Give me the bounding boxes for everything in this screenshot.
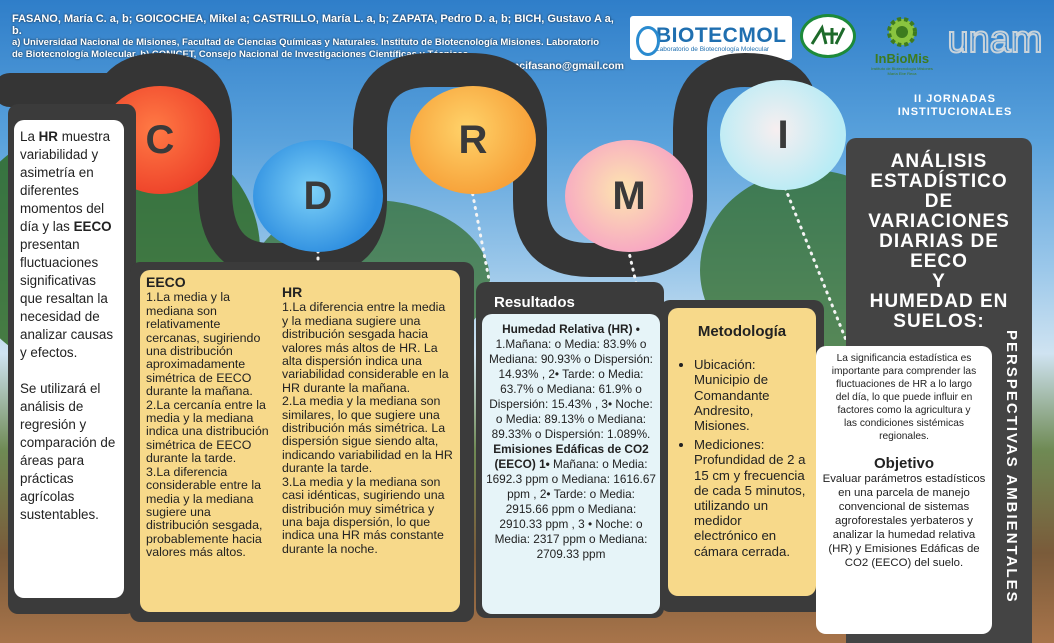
circle-letter-m: M bbox=[565, 140, 693, 252]
hr-item-2: 2.La media y la mediana son similares, lo que sugiere una distribución más simétrica. La dispersión sigue siendo alta, indicando variabilidad en la HR durante la tarde. bbox=[282, 394, 453, 476]
circle-letter-c: C bbox=[100, 86, 220, 194]
conclusion-hr-term: HR bbox=[38, 129, 58, 144]
eeco-item-1: 1.La media y la mediana son relativamente cercanas, sugiriendo una distribución aproximadamente simétrica de EECO durante la mañana. bbox=[146, 290, 261, 399]
title-line: ESTADÍSTICO bbox=[870, 171, 1008, 192]
methodology-card bbox=[668, 308, 816, 596]
eeco-results-text: Mañana: o Media: 1692.3 ppm o Mediana: 1616.67 ppm , 2• Tarde: o Media: 2915.66 ppm o Mediana: 2910.33 ppm , 3 • Noche: o Media: 2317 ppm o Mediana: 2709.33 ppm bbox=[486, 457, 656, 561]
conclusion-text-b: muestra variabilidad y asimetría en diferentes momentos del día y las bbox=[20, 129, 111, 234]
objective-heading: Objetivo bbox=[873, 455, 934, 472]
circle-letter-d: D bbox=[253, 140, 383, 252]
conclusion-text-2: Se utilizará el análisis de regresión y comparación de áreas para prácticas agrícolas sustentables. bbox=[20, 381, 116, 522]
biotecmol-logo-subtitle: Laboratorio de Biotecnología Molecular bbox=[656, 45, 770, 53]
title-line: DE bbox=[924, 191, 954, 212]
inbiomis-logo-text: InBioMis bbox=[874, 51, 930, 66]
title-line: DIARIAS DE bbox=[879, 231, 999, 252]
objective-text: Evaluar parámetros estadísticos en una parcela de manejo convencional de sistemas agroforestales yerbateros y analizar la humedad relativa (HR) y Emisiones Edáficas de CO2 (EECO) del suelo. bbox=[822, 473, 986, 569]
hr-heading: HR bbox=[282, 284, 303, 300]
eeco-item-2: 2.La cercanía entre la media y la mediana indica una distribución simétrica de EECO durante la tarde. bbox=[146, 397, 269, 466]
eeco-item-3: 3.La diferencia considerable entre la media y la mediana sugiere una distribución sesgada, probablemente hacia valores más altos. bbox=[146, 464, 263, 560]
hr-item-1: 1.La diferencia entre la media y la mediana sugiere una distribución sesgada hacia valores más altos de HR. La alta dispersión indica una variabilidad considerable en la HR durante la mañana. bbox=[282, 300, 449, 395]
title-line: SUELOS: bbox=[893, 311, 985, 332]
hr-results-text: 1.Mañana: o Media: 83.9% o Mediana: 90.93% o Dispersión: 14.93% , 2• Tarde: o Media: 63.7% o Mediana: 61.9% o Dispersión: 15.43% , 3• Noche: o Media: 89.13% o Mediana: 89.33% o Dispersión: 1.089%. bbox=[489, 337, 653, 441]
eeco-heading: EECO bbox=[146, 274, 186, 290]
affiliation-line-2: de Biotecnología Molecular. b) CONICET, Consejo Nacional de Investigaciones Científicas y Técnicas. bbox=[12, 48, 471, 60]
eeco-results-label: Emisiones Edáficas de CO2 (EECO) 1• bbox=[493, 442, 649, 471]
methodology-item-location: • Ubicación: Municipio de Comandante Andresito, Misiones. bbox=[694, 357, 808, 433]
circle-letter-r: R bbox=[410, 86, 536, 194]
conclusion-eeco-term: EECO bbox=[73, 219, 112, 234]
intro-text: La significancia estadística es importante para comprender las fluctuaciones de HR a lo largo del día, lo que puede influir en factores como la agricultura y las condiciones sistémicas regionales. bbox=[831, 353, 977, 442]
subtitle-vertical: PERSPECTIVAS AMBIENTALES bbox=[1003, 330, 1020, 604]
title-line: ANÁLISIS bbox=[890, 151, 988, 172]
authors-line: FASANO, María C. a, b; GOICOCHEA, Mikel a; CASTRILLO, María L. a, b; ZAPATA, Pedro D. a, b; BICH, Gustavo A a, b. bbox=[12, 13, 614, 37]
title-line: Y bbox=[932, 271, 946, 292]
methodology-list bbox=[676, 357, 808, 559]
hr-results-label: Humedad Relativa (HR) • bbox=[502, 322, 640, 336]
conclusion-text-a: La bbox=[20, 129, 39, 144]
event-name: II JORNADAS INSTITUCIONALES bbox=[897, 93, 1013, 118]
unam-logo-text: unam bbox=[947, 19, 1043, 61]
intro-card bbox=[816, 346, 992, 634]
hr-item-3: 3.La media y la mediana son casi idénticas, sugiriendo una distribución muy simétrica y una baja dispersión, lo que indica una HR más constante durante la noche. bbox=[282, 474, 445, 556]
methodology-heading: Metodología bbox=[697, 323, 787, 340]
title-line: HUMEDAD EN bbox=[869, 291, 1009, 312]
title-line: VARIACIONES bbox=[868, 211, 1010, 232]
poster-title bbox=[846, 152, 1032, 332]
inbiomis-logo-subtitle: Instituto de Biotecnología Misiones María Ebe Reca bbox=[871, 66, 933, 76]
conclusion-card bbox=[14, 120, 124, 598]
title-line: EECO bbox=[910, 251, 968, 272]
biotecmol-logo-text: BIOTECMOL bbox=[656, 23, 787, 47]
discussion-card bbox=[140, 270, 460, 612]
methodology-item-measurements: • Mediciones: Profundidad de 2 a 15 cm y frecuencia de cada 5 minutos, utilizando un medidor electrónico en cámara cerrada. bbox=[694, 437, 808, 559]
conclusion-text-c: presentan fluctuaciones significativas que resaltan la necesidad de analizar causas y efectos. bbox=[20, 237, 114, 360]
circle-letter-i: I bbox=[720, 80, 846, 190]
results-title-bar: Resultados bbox=[494, 294, 575, 311]
results-card bbox=[482, 314, 660, 614]
contact-email: mcifasano@gmail.com bbox=[509, 60, 624, 72]
affiliation-line-1: a) Universidad Nacional de Misiones, Facultad de Ciencias Químicas y Naturales. Instituto de Biotecnología Misiones. Laboratorio bbox=[12, 37, 600, 48]
